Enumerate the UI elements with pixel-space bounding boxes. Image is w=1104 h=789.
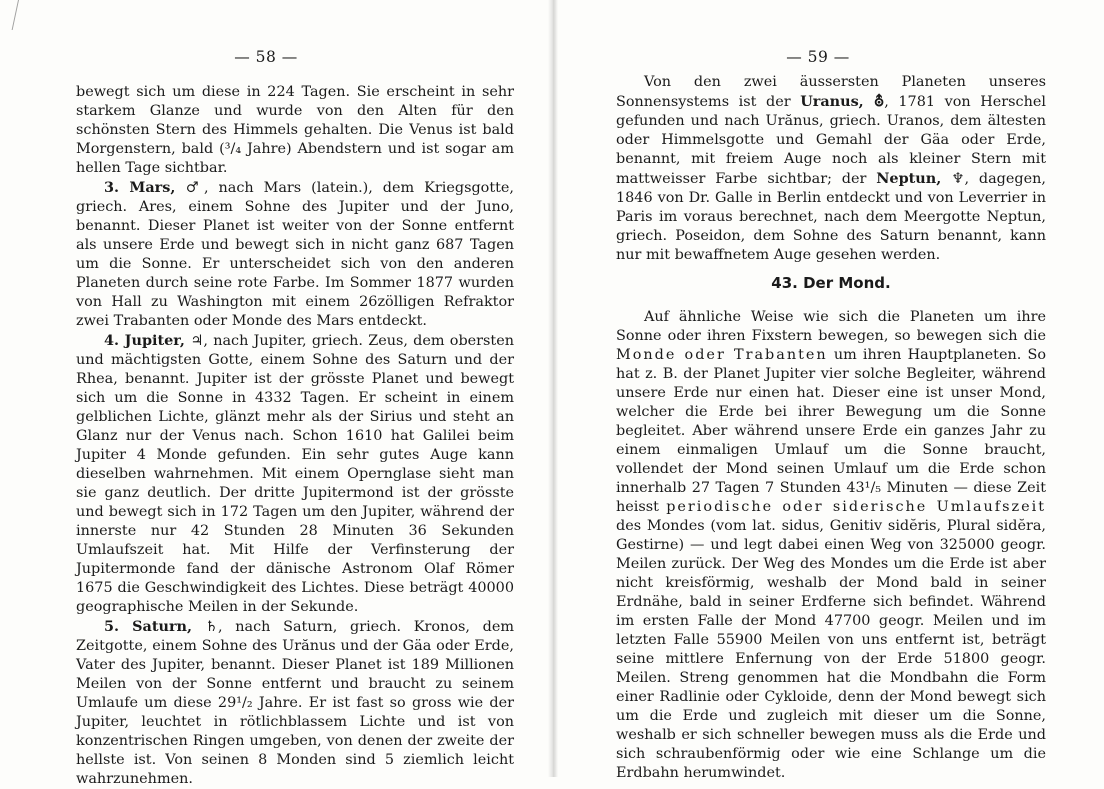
right-page <box>552 0 1104 781</box>
paragraph <box>76 178 514 331</box>
text-run: , dagegen, 1846 von Dr. Galle in Berlin entdeckt und von Leverrier in Paris im voraus berechnet, nach dem Meergotte Neptun, griech. Poseidon, dem Sohne des Saturn benannt, kann nur mit bewaffnetem Auge gesehen werden. <box>616 171 1046 263</box>
spaced-term: Monde oder Trabanten <box>616 347 828 363</box>
bold-term: Uranus, ⛢ <box>800 93 885 110</box>
right-page-intro-text <box>616 73 1046 265</box>
text-run: Von den zwei äussersten Planeten unseres Sonnensystems ist der <box>616 74 1046 110</box>
paragraph <box>76 617 514 789</box>
paragraph <box>76 331 514 617</box>
text-run: , nach Jupiter, griech. Zeus, dem obersten und mächtigsten Gotte, einem Sohne des Saturn und der Rhea, benannt. Jupiter ist der grösste Planet und bewegt sich um die Sonne in 4332 Tagen. Er scheint in einem gelblichen Lichte, glänzt mehr als der Sirius und steht an Glanz nur der Venus nach. Schon 1610 hat Galilei beim Jupiter 4 Monde gefunden. Ein sehr gutes Auge kann dieselben wahrnehmen. Mit einem Opernglase sieht man sie ganz deutlich. Der dritte Jupitermond ist der grösste und bewegt sich in 172 Tagen um den Jupiter, während der innerste nur 42 Stunden 28 Minuten 36 Sekunden Umlaufszeit hat. Mit Hilfe der Verfinsterung der Jupitermonde fand der dänische Astronom Olaf Römer 1675 die Geschwindigkeit des Lichtes. Diese beträgt 40000 geographische Meilen in der Sekunde. <box>76 333 515 615</box>
text-run: um ihren Hauptplaneten. So hat z. B. der Planet Jupiter vier solche Begleiter, während unsere Erde nur einen hat. Dieser eine ist unser Mond, welcher die Erde bei ihrer Bewegung um die Sonne begleitet. Aber während unsere Erde ein ganzes Jahr zu einem einmaligen Umlauf um die Sonne braucht, vollendet der Mond seinen Umlauf um die Erde schon innerhalb 27 Tagen 7 Stunden 43¹/₅ Minuten — diese Zeit heisst <box>616 347 1046 515</box>
left-page <box>0 0 552 787</box>
right-page-body-text <box>616 308 1046 783</box>
bold-term: 3. Mars, ♂ <box>104 179 204 196</box>
left-page-text <box>76 83 514 789</box>
paragraph <box>76 83 514 178</box>
text-run: , 1781 von Herschel gefunden und nach Urănus, griech. Uranos, dem ältesten oder Himmelsgotte und Gemahl der Gäa oder Erde, benannt, mit freiem Auge noch als kleiner Stern mit mattweisser Farbe sichtbar; der <box>616 94 1046 187</box>
bold-term: 4. Jupiter, ♃ <box>104 332 204 349</box>
paragraph <box>616 308 1046 783</box>
spaced-term: periodische oder siderische Umlaufszeit <box>666 499 1046 515</box>
page-number: — 59 — <box>786 48 850 66</box>
section-heading: 43. Der Mond. <box>771 274 891 292</box>
text-run: , nach Saturn, griech. Kronos, dem Zeitgotte, einem Sohne des Urănus und der Gäa oder Erde, Vater des Jupiter, benannt. Dieser Planet ist 189 Millionen Meilen von der Sonne entfernt und braucht zu seinem Umlaufe um diese 29¹/₂ Jahre. Er ist fast so gross wie der Jupiter, leuchtet in rötlichblassem Lichte und ist von konzentrischen Ringen umgeben, von denen der zweite der hellste ist. Von seinen 8 Monden sind 5 ziemlich leicht wahrzunehmen. <box>76 619 514 787</box>
text-run: bewegt sich um diese in 224 Tagen. Sie erscheint in sehr starkem Glanze und wurde von den Alten für den schönsten Stern des Himmels gehalten. Die Venus ist bald Morgenstern, bald (³/₄ Jahre) Abendstern und ist sogar am hellen Tage sichtbar. <box>76 84 514 176</box>
text-run: Auf ähnliche Weise wie sich die Planeten um ihre Sonne oder ihren Fixstern bewegen, so bewegen sich die <box>616 309 1046 344</box>
bold-term: Neptun, ♆ <box>876 170 965 187</box>
page-number: — 58 — <box>234 48 298 66</box>
text-run: des Mondes (vom lat. sidus, Genitiv sidĕris, Plural sidĕra, Gestirne) — und legt dabei einen Weg von 325000 geogr. Meilen zurück. Der Weg des Mondes um die Erde ist aber nicht kreisförmig, weshalb der Mond bald in seiner Erdnähe, bald in seiner Erdferne sich befindet. Während im ersten Falle der Mond 47700 geogr. Meilen und im letzten Falle 55900 Meilen von uns entfernt ist, beträgt seine mittlere Enfernung von der Erde 51800 geogr. Meilen. Streng genommen hat die Mondbahn die Form einer Radlinie oder Cykloide, denn der Mond bewegt sich um die Erde und zugleich mit dieser um die Sonne, weshalb er sich schneller bewegen muss als die Erde und sich schraubenförmig oder wie eine Schlange um die Erdbahn herumwindet. <box>616 518 1046 781</box>
text-run: , nach Mars (latein.), dem Kriegsgotte, griech. Ares, einem Sohne des Jupiter und der Juno, benannt. Dieser Planet ist weiter von der Sonne entfernt als unsere Erde und bewegt sich in nicht ganz 687 Tagen um die Sonne. Er unterscheidet sich von den anderen Planeten durch seine rote Farbe. Im Sommer 1877 wurden von Hall zu Washington mit einem 26zölligen Refraktor zwei Trabanten oder Monde des Mars entdeckt. <box>76 180 514 329</box>
bold-term: 5. Saturn, ♄ <box>104 618 219 635</box>
paragraph <box>616 73 1046 265</box>
